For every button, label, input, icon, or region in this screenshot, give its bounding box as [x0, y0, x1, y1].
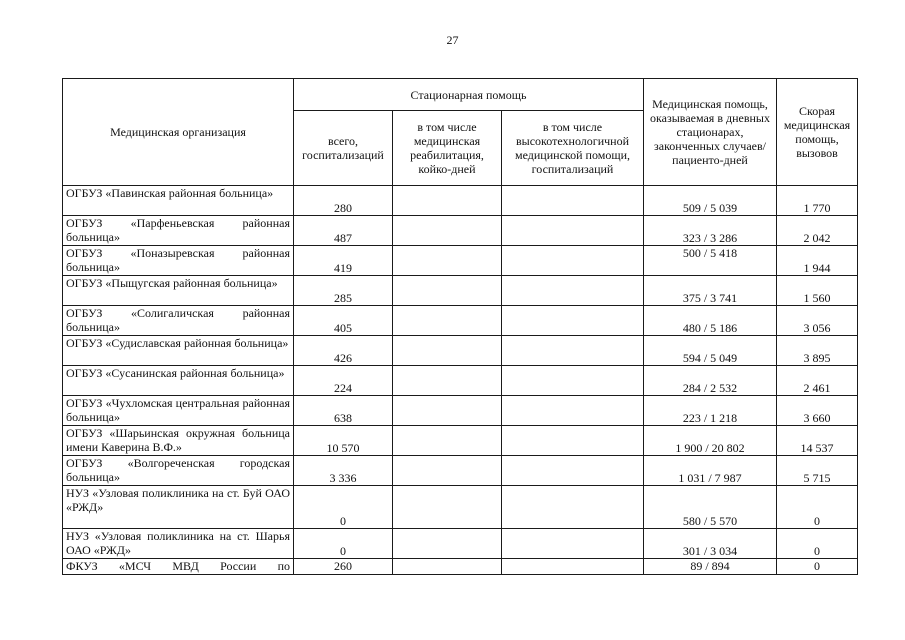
table-row: [63, 396, 858, 426]
table-row: [63, 366, 858, 396]
day-hospital-cell: 223 / 1 218: [644, 396, 777, 426]
org-name: ОГБУЗ «Шарьинская окружная больница имени Каверина В.Ф.»: [63, 426, 294, 456]
org-name: ОГБУЗ «Сусанинская районная больница»: [63, 366, 294, 396]
table-row: [63, 529, 858, 559]
ambulance-cell: 3 056: [777, 306, 858, 336]
day-hospital-cell: 1 900 / 20 802: [644, 426, 777, 456]
ambulance-cell: 14 537: [777, 426, 858, 456]
ambulance-cell: 1 560: [777, 276, 858, 306]
table-row: [63, 426, 858, 456]
org-name: ОГБУЗ «Чухломская центральная районная больница»: [63, 396, 294, 426]
day-hospital-cell: 301 / 3 034: [644, 529, 777, 559]
rehab-cell: [393, 246, 502, 276]
ambulance-cell: 0: [777, 559, 858, 575]
hightech-cell: [502, 336, 644, 366]
ambulance-cell: 3 895: [777, 336, 858, 366]
org-name: ОГБУЗ «Солигаличская районная больница»: [63, 306, 294, 336]
day-hospital-cell: 594 / 5 049: [644, 336, 777, 366]
rehab-cell: [393, 396, 502, 426]
header-organization: Медицинская организация: [63, 79, 294, 186]
hightech-cell: [502, 486, 644, 529]
table-row: [63, 186, 858, 216]
ambulance-cell: 2 042: [777, 216, 858, 246]
table-row: [63, 456, 858, 486]
table-row: [63, 216, 858, 246]
ambulance-cell: 3 660: [777, 396, 858, 426]
org-name: ФКУЗ «МСЧ МВД России по: [63, 559, 294, 575]
rehab-cell: [393, 336, 502, 366]
day-hospital-cell: 375 / 3 741: [644, 276, 777, 306]
rehab-cell: [393, 426, 502, 456]
org-name: ОГБУЗ «Поназыревская районная больница»: [63, 246, 294, 276]
header-rehabilitation: в том числе медицинская реабилитация, койко-дней: [393, 111, 502, 186]
total-cell: 0: [294, 486, 393, 529]
page-number: 27: [446, 33, 459, 47]
hightech-cell: [502, 186, 644, 216]
rehab-cell: [393, 216, 502, 246]
hightech-cell: [502, 276, 644, 306]
medical-care-table: [62, 78, 858, 575]
table-row: [63, 336, 858, 366]
total-cell: 260: [294, 559, 393, 575]
ambulance-cell: 0: [777, 486, 858, 529]
hightech-cell: [502, 396, 644, 426]
total-cell: 426: [294, 336, 393, 366]
hightech-cell: [502, 366, 644, 396]
table-row: [63, 306, 858, 336]
table-row: [63, 486, 858, 529]
ambulance-cell: 1 944: [777, 246, 858, 276]
day-hospital-cell: 89 / 894: [644, 559, 777, 575]
hightech-cell: [502, 456, 644, 486]
rehab-cell: [393, 306, 502, 336]
hightech-cell: [502, 246, 644, 276]
ambulance-cell: 1 770: [777, 186, 858, 216]
hightech-cell: [502, 306, 644, 336]
header-high-tech: в том числе высокотехнологичной медицинской помощи, госпитализаций: [502, 111, 644, 186]
header-total-hospitalizations: всего, госпитализаций: [294, 111, 393, 186]
total-cell: 638: [294, 396, 393, 426]
total-cell: 0: [294, 529, 393, 559]
org-name: ОГБУЗ «Пыщугская районная больница»: [63, 276, 294, 306]
total-cell: 280: [294, 186, 393, 216]
total-cell: 10 570: [294, 426, 393, 456]
header-ambulance: Скорая медицинская помощь, вызовов: [777, 79, 858, 186]
org-name: ОГБУЗ «Парфеньевская районная больница»: [63, 216, 294, 246]
rehab-cell: [393, 186, 502, 216]
org-name: НУЗ «Узловая поликлиника на ст. Буй ОАО «РЖД»: [63, 486, 294, 529]
day-hospital-cell: 1 031 / 7 987: [644, 456, 777, 486]
day-hospital-cell: 580 / 5 570: [644, 486, 777, 529]
hightech-cell: [502, 559, 644, 575]
header-day-hospital: Медицинская помощь, оказываемая в дневных стационарах, законченных случаев/пациенто-дней: [644, 79, 777, 186]
total-cell: 487: [294, 216, 393, 246]
org-name: ОГБУЗ «Волгореченская городская больница»: [63, 456, 294, 486]
ambulance-cell: 0: [777, 529, 858, 559]
ambulance-cell: 5 715: [777, 456, 858, 486]
day-hospital-cell: 509 / 5 039: [644, 186, 777, 216]
day-hospital-cell: 323 / 3 286: [644, 216, 777, 246]
table-row: [63, 246, 858, 276]
day-hospital-cell: 284 / 2 532: [644, 366, 777, 396]
total-cell: 419: [294, 246, 393, 276]
rehab-cell: [393, 559, 502, 575]
rehab-cell: [393, 529, 502, 559]
header-inpatient-care: Стационарная помощь: [294, 79, 644, 111]
rehab-cell: [393, 276, 502, 306]
hightech-cell: [502, 529, 644, 559]
table-row: [63, 559, 858, 575]
total-cell: 405: [294, 306, 393, 336]
total-cell: 224: [294, 366, 393, 396]
org-name: ОГБУЗ «Павинская районная больница»: [63, 186, 294, 216]
hightech-cell: [502, 426, 644, 456]
org-name: НУЗ «Узловая поликлиника на ст. Шарья ОАО «РЖД»: [63, 529, 294, 559]
table-row: [63, 276, 858, 306]
ambulance-cell: 2 461: [777, 366, 858, 396]
rehab-cell: [393, 366, 502, 396]
total-cell: 285: [294, 276, 393, 306]
total-cell: 3 336: [294, 456, 393, 486]
rehab-cell: [393, 486, 502, 529]
hightech-cell: [502, 216, 644, 246]
day-hospital-cell: 500 / 5 418: [644, 246, 777, 276]
day-hospital-cell: 480 / 5 186: [644, 306, 777, 336]
org-name: ОГБУЗ «Судиславская районная больница»: [63, 336, 294, 366]
rehab-cell: [393, 456, 502, 486]
